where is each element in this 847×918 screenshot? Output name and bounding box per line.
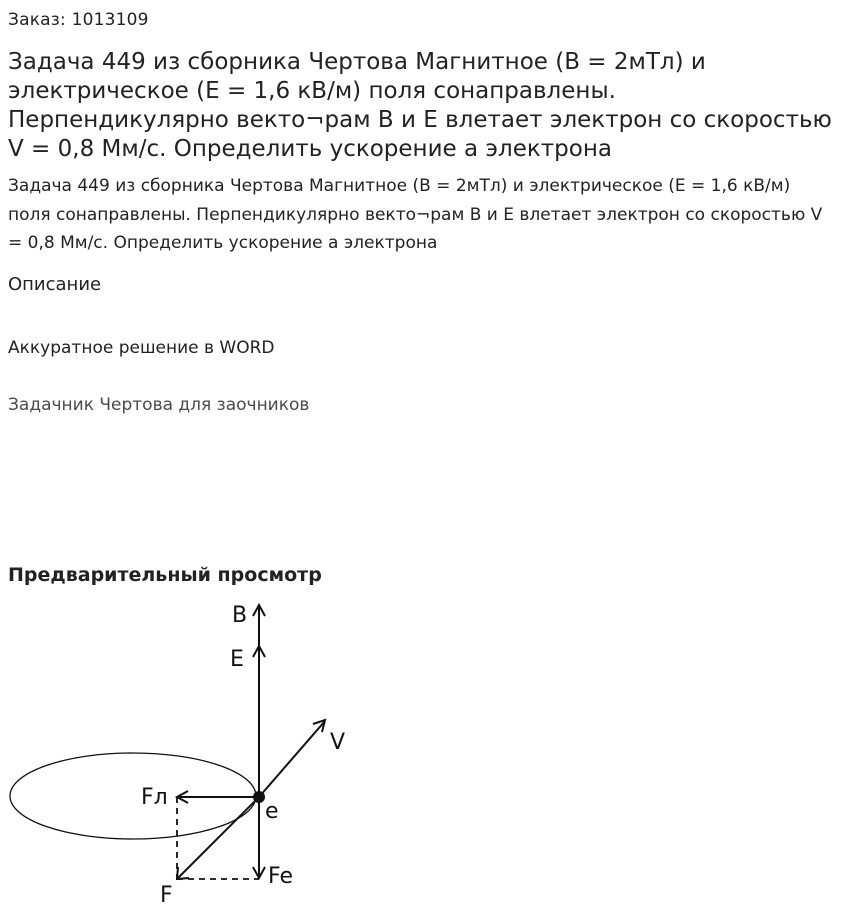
electron-dot	[253, 791, 265, 803]
label-v: V	[330, 730, 346, 755]
preview-heading: Предварительный просмотр	[8, 564, 322, 586]
preview-diagram	[0, 595, 380, 913]
label-f-electric: Fe	[268, 864, 293, 889]
label-b: B	[232, 603, 248, 628]
description-label: Описание	[8, 274, 102, 295]
page-title: Задача 449 из сборника Чертова Магнитное (В = 2мТл) и электрическое (Е = 1,6 кВ/м) поля сонаправлены. Перпендикулярно векто¬рам В и Е влетает электрон со скоростью V = 0,8 Мм/с. Определить ускорение а электрона	[8, 49, 832, 162]
label-electron: e	[265, 799, 279, 824]
f-total-line	[177, 797, 259, 879]
problem-text: Задача 449 из сборника Чертова Магнитное (В = 2мТл) и электрическое (Е = 1,6 кВ/м) поля сонаправлены. Перпендикулярно векто¬рам В и Е влетает электрон со скоростью V = 0,8 Мм/с. Определить ускорение а электрона	[8, 176, 823, 253]
v-vector-line	[259, 721, 325, 797]
label-f-total: F	[160, 883, 173, 908]
label-e-field: E	[230, 647, 244, 672]
order-number: Заказ: 1013109	[8, 10, 149, 30]
source-book-link[interactable]: Задачник Чертова для заочников	[8, 395, 310, 415]
solution-note: Аккуратное решение в WORD	[8, 338, 275, 358]
label-f-lorentz: Fл	[141, 785, 168, 810]
